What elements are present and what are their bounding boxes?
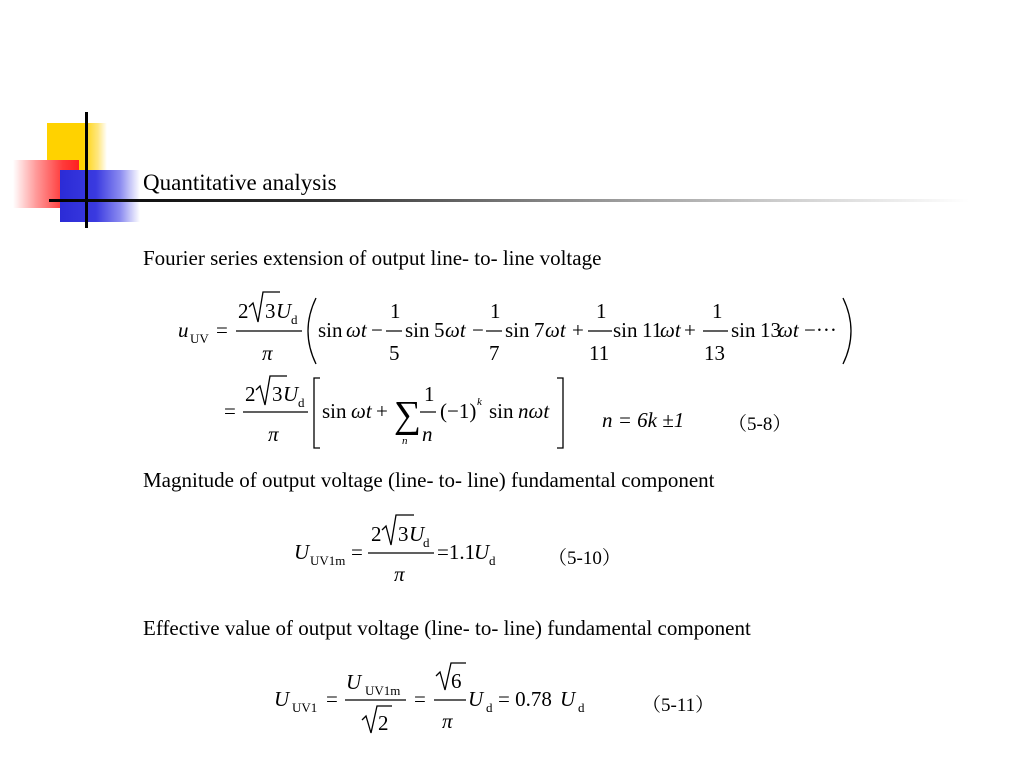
svg-text:=: = bbox=[224, 399, 236, 423]
svg-text:5: 5 bbox=[434, 318, 445, 342]
svg-text:=: = bbox=[216, 318, 228, 342]
svg-text:UV1m: UV1m bbox=[365, 683, 401, 698]
svg-text:ωt: ωt bbox=[351, 399, 372, 423]
svg-text:1: 1 bbox=[390, 299, 401, 323]
svg-text:2: 2 bbox=[245, 382, 256, 406]
svg-text:d: d bbox=[486, 700, 493, 715]
svg-text:ωt: ωt bbox=[346, 318, 367, 342]
equation-5-8-condition: n = 6k ±1 bbox=[602, 408, 685, 432]
svg-text:3: 3 bbox=[265, 299, 276, 323]
svg-text:π: π bbox=[442, 709, 453, 733]
svg-text:k: k bbox=[477, 396, 482, 408]
svg-text:sin: sin bbox=[613, 318, 638, 342]
svg-text:d: d bbox=[298, 395, 305, 410]
svg-text:π: π bbox=[268, 422, 279, 446]
svg-text:U: U bbox=[409, 522, 425, 546]
svg-text:1: 1 bbox=[490, 299, 501, 323]
svg-text:2: 2 bbox=[378, 711, 389, 735]
svg-text:=: = bbox=[414, 687, 426, 711]
svg-text:ωt: ωt bbox=[545, 318, 566, 342]
svg-text:7: 7 bbox=[489, 341, 500, 365]
svg-text:sin: sin bbox=[318, 318, 343, 342]
svg-text:U: U bbox=[283, 382, 299, 406]
svg-text:1: 1 bbox=[712, 299, 723, 323]
svg-text:U: U bbox=[474, 540, 490, 564]
svg-text:=: = bbox=[326, 687, 338, 711]
svg-text:u: u bbox=[178, 318, 189, 342]
svg-text:13: 13 bbox=[704, 341, 725, 365]
svg-text:π: π bbox=[262, 341, 273, 365]
svg-text:sin: sin bbox=[322, 399, 347, 423]
svg-text:d: d bbox=[578, 700, 585, 715]
svg-text:3: 3 bbox=[398, 522, 409, 546]
svg-text:+: + bbox=[684, 318, 696, 342]
svg-text:5: 5 bbox=[389, 341, 400, 365]
svg-text:ωt: ωt bbox=[445, 318, 466, 342]
svg-text:U: U bbox=[346, 670, 362, 694]
svg-text:d: d bbox=[489, 553, 496, 568]
paragraph-fourier: Fourier series extension of output line- to- line voltage bbox=[143, 246, 602, 270]
svg-text:11: 11 bbox=[642, 318, 663, 342]
svg-text:U: U bbox=[274, 687, 290, 711]
svg-text:= 0.78: = 0.78 bbox=[498, 687, 552, 711]
equation-5-10-label: （5-10） bbox=[548, 548, 621, 569]
svg-text:U: U bbox=[294, 540, 310, 564]
svg-text:+: + bbox=[572, 318, 584, 342]
paragraph-magnitude: Magnitude of output voltage (line- to- line) fundamental component bbox=[143, 468, 715, 492]
svg-text:ωt: ωt bbox=[660, 318, 681, 342]
svg-text:2: 2 bbox=[371, 522, 382, 546]
equation-5-8-label: （5-8） bbox=[728, 414, 792, 435]
svg-text:(−1): (−1) bbox=[440, 399, 477, 423]
svg-text:7: 7 bbox=[534, 318, 545, 342]
svg-text:nωt: nωt bbox=[518, 399, 550, 423]
svg-text:d: d bbox=[291, 312, 298, 327]
slide-title: Quantitative analysis bbox=[143, 170, 337, 195]
svg-text:−: − bbox=[371, 318, 383, 342]
svg-text:UV1m: UV1m bbox=[310, 553, 346, 568]
svg-text:d: d bbox=[423, 535, 430, 550]
svg-text:sin: sin bbox=[489, 399, 514, 423]
svg-text:2: 2 bbox=[238, 299, 249, 323]
svg-text:sin: sin bbox=[731, 318, 756, 342]
svg-text:=: = bbox=[351, 540, 363, 564]
svg-text:UV1: UV1 bbox=[292, 700, 318, 715]
svg-text:ωt: ωt bbox=[778, 318, 799, 342]
svg-text:1: 1 bbox=[596, 299, 607, 323]
svg-text:+: + bbox=[376, 399, 388, 423]
svg-text:=1.1: =1.1 bbox=[437, 540, 476, 564]
svg-text:UV: UV bbox=[190, 331, 209, 346]
svg-text:−: − bbox=[472, 318, 484, 342]
svg-text:13: 13 bbox=[760, 318, 781, 342]
svg-text:−···: −··· bbox=[804, 318, 837, 342]
paragraph-effective: Effective value of output voltage (line- to- line) fundamental component bbox=[143, 616, 751, 640]
svg-text:n: n bbox=[402, 435, 408, 447]
svg-text:π: π bbox=[394, 562, 405, 586]
svg-text:3: 3 bbox=[272, 382, 283, 406]
svg-text:1: 1 bbox=[424, 382, 435, 406]
svg-text:6: 6 bbox=[451, 669, 462, 693]
svg-text:∑: ∑ bbox=[394, 394, 422, 436]
svg-text:sin: sin bbox=[405, 318, 430, 342]
equation-5-11-label: （5-11） bbox=[642, 695, 715, 716]
svg-text:sin: sin bbox=[505, 318, 530, 342]
svg-text:U: U bbox=[560, 687, 576, 711]
svg-text:U: U bbox=[468, 687, 484, 711]
svg-text:U: U bbox=[276, 299, 292, 323]
svg-text:11: 11 bbox=[589, 341, 610, 365]
svg-text:n: n bbox=[422, 422, 433, 446]
